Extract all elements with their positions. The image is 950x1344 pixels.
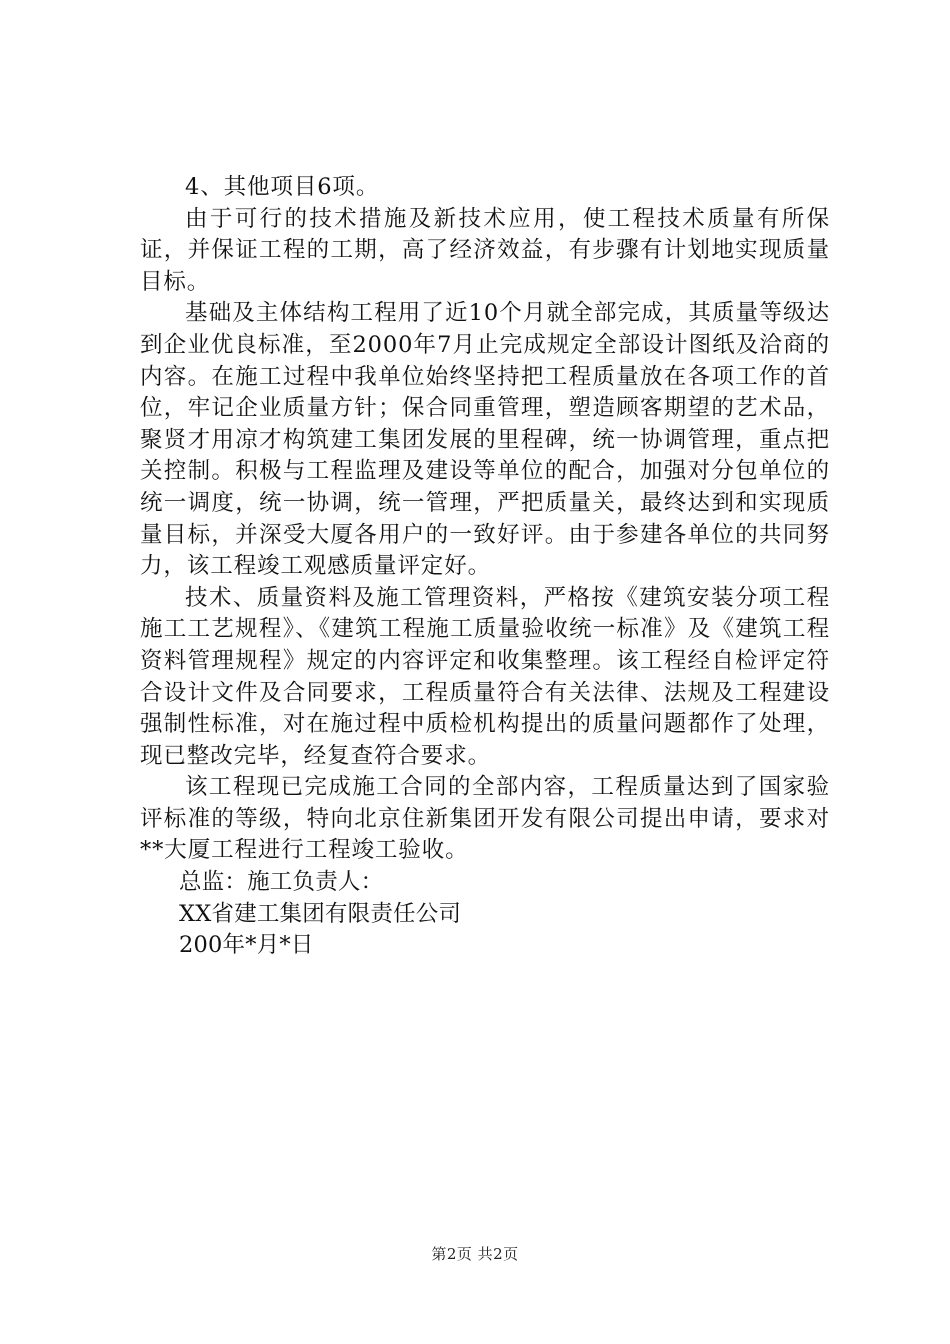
- paragraph-item-count: 4、其他项目6项。: [185, 174, 380, 200]
- paragraph-structure-quality: 基础及主体结构工程用了近10个月就全部完成，其质量等级达到企业优良标准，至2000年7月止完成规定全部设计图纸及洽商的内容。在施工过程中我单位始终坚持把工程质量放在各项工作的首位，牢记企业质量方针；保合同重管理，塑造顾客期望的艺术品，聚贤才用凉才构筑建工集团发展的里程碑，统一协调管理，重点把关控制。积极与工程监理及建设等单位的配合，加强对分包单位的统一调度，统一协调，统一管理，严把质量关，最终达到和实现质量目标，并深受大厦各用户的一致好评。由于参建各单位的共同努力，该工程竣工观感质量评定好。: [140, 300, 830, 580]
- paragraph-documentation: 技术、质量资料及施工管理资料，严格按《建筑安装分项工程施工工艺规程》、《建筑工程施工质量验收统一标准》及《建筑工程资料管理规程》规定的内容评定和收集整理。该工程经自检评定符合设计文件及合同要求，工程质量符合有关法律、法规及工程建设强制性标准，对在施过程中质检机构提出的质量问题都作了处理，现已整改完毕，经复查符合要求。: [140, 584, 830, 769]
- paragraph-acceptance-request: 该工程现已完成施工合同的全部内容，工程质量达到了国家验评标准的等级，特向北京住新集团开发有限公司提出申请，要求对**大厦工程进行工程竣工验收。: [140, 774, 830, 864]
- signature-company: XX省建工集团有限责任公司: [179, 900, 462, 927]
- page-footer: [0, 1243, 950, 1264]
- paragraph-technical-measures: 由于可行的技术措施及新技术应用，使工程技术质量有所保证，并保证工程的工期，高了经济效益，有步骤有计划地实现质量目标。: [140, 205, 830, 295]
- page-number-indicator: 第2页 共2页: [431, 1245, 519, 1263]
- signature-supervisor-line: 总监：施工负责人：: [179, 869, 384, 896]
- document-body: [140, 172, 830, 962]
- signature-date: 200年*月*日: [179, 932, 314, 959]
